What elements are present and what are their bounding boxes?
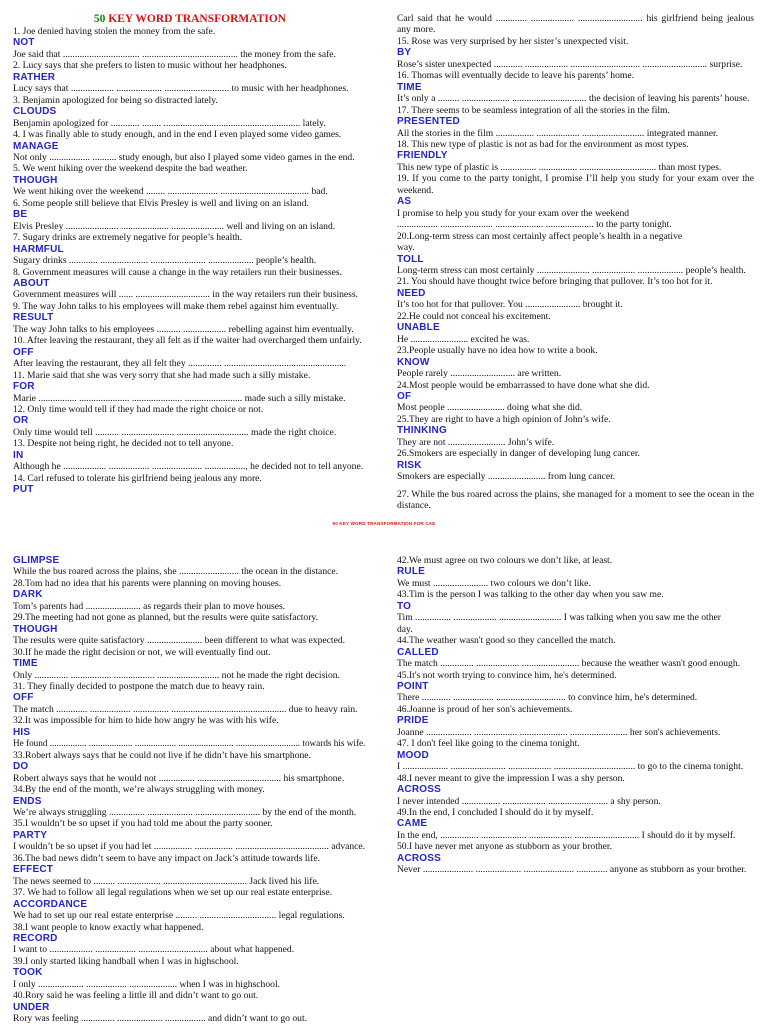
exercise-line: He ........................ excited he was. (397, 333, 530, 345)
exercise-line: 7. Sugary drinks are extremely negative for people’s health. (13, 232, 243, 244)
exercise-line: 40.Rory said he was feeling a little ill and didn’t want to go out. (13, 990, 259, 1002)
exercise-line: 35.I wouldn’t be so upset if you had told me about the party sooner. (13, 818, 273, 830)
keyword-label: RESULT (13, 312, 54, 324)
keyword-label: ENDS (13, 795, 42, 807)
exercise-line: 21. You should have thought twice before bringing that pullover. It’s too hot for it. (397, 276, 713, 288)
keyword-label: CALLED (397, 646, 439, 658)
exercise-line: I wouldn’t be so upset if you had let ................ ................ ....................................... advance. (13, 841, 366, 853)
exercise-line: 9. The way John talks to his employees will make them rebel against him eventually. (13, 300, 339, 312)
exercise-line: They are not ........................ John’s wife. (397, 436, 555, 448)
exercise-line: 28.Tom had no idea that his parents were planning on moving houses. (13, 577, 282, 589)
exercise-line: way. (397, 242, 415, 254)
exercise-line: 36.The bad news didn’t seem to have any impact on Jack’s attitude towards life. (13, 852, 321, 864)
exercise-line: Although he .................. ................. ..................... ................., he decided not to tell anyone. (13, 461, 364, 473)
exercise-line: 22.He could not conceal his excitement. (397, 310, 551, 322)
exercise-line: 31. They finally decided to postpone the match due to heavy rain. (13, 680, 265, 692)
exercise-line: 23.People usually have no idea how to write a book. (397, 345, 598, 357)
keyword-label: HIS (13, 726, 31, 738)
keyword-label: RATHER (13, 71, 56, 83)
exercise-line: We went hiking over the weekend ........ ..................... ..................................... bad. (13, 186, 328, 198)
exercise-line: Most people ........................ doing what she did. (397, 402, 583, 414)
keyword-label: OF (397, 390, 412, 402)
keyword-label: DARK (13, 589, 43, 601)
exercise-line: It’s only a ......... .................... ............................... the decision of leaving his parents’ house. (397, 93, 750, 105)
document-page-2 (0, 550, 768, 1024)
exercise-line: 27. While the bus roared across the plains, she managed for a moment to see the ocean in the distance. (397, 488, 754, 512)
exercise-line: There ............ ................. ............................. to convince him, he's determined. (397, 692, 698, 704)
exercise-line: 44.The weather wasn't good so they cancelled the match. (397, 635, 616, 647)
exercise-line: ................. ...................... .................... .................... to the party tonight. (397, 219, 672, 231)
page-1-right-column (397, 13, 754, 511)
page-footer: 50 KEY WORD TRANSFORMATION FOR CAE (332, 521, 436, 526)
keyword-label: RISK (397, 459, 422, 471)
exercise-line: Rory was feeling .............. ................... ................. and didn’t want to go out. (13, 1013, 308, 1024)
keyword-label: UNABLE (397, 322, 440, 334)
exercise-line: 37. We had to follow all legal regulations when we set up our real estate enterprise. (13, 887, 333, 899)
keyword-label: RECORD (13, 932, 58, 944)
keyword-label: OR (13, 415, 29, 427)
page-1-left-column (13, 13, 367, 496)
exercise-line: Joe said that ................................ ........................................ the money from the safe. (13, 48, 336, 60)
exercise-line: 3. Benjamin apologized for being so distracted lately. (13, 94, 218, 106)
keyword-label: PARTY (13, 829, 48, 841)
keyword-label: TOOK (13, 967, 43, 979)
page-2-right-column (397, 555, 754, 876)
exercise-line: Only .............. ................. ................. .......................... not he made the right decision. (13, 669, 340, 681)
keyword-label: THOUGH (13, 623, 58, 635)
exercise-line: While the bus roared across the plains, she ......................... the ocean in the distance. (13, 566, 339, 578)
keyword-label: MANAGE (13, 140, 59, 152)
keyword-label: ABOUT (13, 277, 50, 289)
exercise-line: The news seemed to ......... .................. ................................... Jack lived his life. (13, 875, 320, 887)
keyword-label: HARMFUL (13, 243, 64, 255)
exercise-line: 19. If you come to the party tonight, I promise I’ll help you study for your exam over the weekend. (397, 173, 754, 196)
exercise-line: Smokers are especially ........................ from lung cancer. (397, 471, 616, 483)
keyword-label: TOLL (397, 253, 424, 265)
keyword-label: KNOW (397, 356, 430, 368)
keyword-label: AS (397, 196, 412, 208)
keyword-label: TIME (397, 81, 422, 93)
exercise-line: 43.Tim is the person I was talking to the other day when you saw me. (397, 589, 664, 601)
exercise-line: 1. Joe denied having stolen the money from the safe. (13, 26, 216, 37)
exercise-line: 47. I don't feel like going to the cinema tonight. (397, 738, 580, 750)
title-text: KEY WORD TRANSFORMATION (108, 13, 287, 25)
keyword-label: PRIDE (397, 715, 429, 727)
exercise-line: 49.In the end, I concluded I should do it by myself. (397, 806, 594, 818)
exercise-line: People rarely ........................... are written. (397, 368, 562, 380)
exercise-line: 46.Joanne is proud of her son's achievements. (397, 703, 573, 715)
exercise-line: 24.Most people would be embarrassed to have done what she did. (397, 379, 650, 391)
exercise-line: 16. Thomas will eventually decide to leave his parents’ home. (397, 70, 635, 82)
exercise-line: 45.It's not worth trying to convince him, he's determined. (397, 669, 617, 681)
exercise-line: 18. This new type of plastic is not as bad for the environment as most types. (397, 138, 689, 150)
keyword-label: ACROSS (397, 784, 441, 796)
keyword-label: CLOUDS (13, 106, 57, 118)
exercise-line: He found ................ ................... .................. ........................ ............................ towards his wife. (13, 738, 366, 749)
exercise-line: Only time would tell .......... ...................... .............................. made the right choice. (13, 426, 337, 438)
keyword-label: TO (397, 600, 412, 612)
exercise-line: 42.We must agree on two colours we don’t like, at least. (397, 555, 613, 566)
keyword-label: THINKING (397, 425, 447, 437)
exercise-line: Benjamin apologized for ............ ........ ......................................................... lately. (13, 117, 326, 129)
exercise-line: 17. There seems to be seamless integration of all the stories in the film. (397, 104, 670, 116)
exercise-line: 38.I want people to know exactly what happened. (13, 921, 204, 933)
exercise-line: 34.By the end of the month, we’re always struggling with money. (13, 784, 265, 796)
exercise-line: 4. I was finally able to study enough, and in the end I even played some video games. (13, 129, 342, 141)
exercise-line: 6. Some people still believe that Elvis Presley is well and living on an island. (13, 197, 309, 209)
exercise-line: 50.I have never met anyone as stubborn as your brother. (397, 841, 612, 853)
exercise-line: I only ................... ................. .................... when I was in highschool. (13, 978, 281, 990)
exercise-line: 5. We went hiking over the weekend despite the bad weather. (13, 163, 248, 175)
keyword-label: NOT (13, 37, 35, 49)
exercise-line: 32.It was impossible for him to hide how angry he was with his wife. (13, 715, 279, 727)
exercise-line: The way John talks to his employees .......... .................. rebelling against him eventually. (13, 323, 354, 335)
exercise-line: Sugary drinks ............ .................... ....................... ................... people’s health. (13, 255, 317, 267)
exercise-line: 8. Government measures will cause a change in the way retailers run their businesses. (13, 266, 343, 278)
exercise-line: 11. Marie said that she was very sorry that she had made such a silly mistake. (13, 369, 311, 381)
exercise-line: 29.The meeting had not gone as planned, but the results were quite satisfactory. (13, 612, 318, 624)
exercise-line: All the stories in the film ................ .................. .......................... integrated manner. (397, 127, 719, 139)
exercise-line: Not only ................. .......... study enough, but also I played some video games in the end. (13, 151, 355, 163)
exercise-line: Carl said that he would ............. .................. ........................... his girlfriend being jealous any more. (397, 13, 754, 36)
keyword-label: RULE (397, 566, 426, 578)
exercise-line: We had to set up our real estate enterprise ......... ................................ legal regulations. (13, 910, 345, 922)
keyword-label: NEED (397, 287, 426, 299)
exercise-line: 10. After leaving the restaurant, they all felt as if the waiter had overcharged them unfairly. (13, 335, 362, 347)
exercise-line: We must ....................... two colours we don’t like. (397, 577, 591, 589)
exercise-line: 33.Robert always says that he could not live if he didn’t have his smartphone. (13, 749, 311, 761)
keyword-label: THOUGH (13, 174, 58, 186)
keyword-label: DO (13, 761, 29, 773)
exercise-line: Government measures will ...... ............................... in the way retailers run their business. (13, 289, 359, 301)
keyword-label: ACCORDANCE (13, 898, 88, 910)
exercise-line: 13. Despite not being right, he decided not to tell anyone. (13, 438, 234, 450)
keyword-label: BE (13, 209, 28, 221)
keyword-label: PUT (13, 484, 34, 496)
exercise-line: Elvis Presley ...................... .................... ...................... well and living on an island. (13, 220, 336, 232)
exercise-line: 12. Only time would tell if they had made the right choice or not. (13, 403, 264, 415)
exercise-line: I want to .................. ................. ............................. about what happened. (13, 944, 295, 956)
keyword-label: CAME (397, 818, 428, 830)
keyword-label: EFFECT (13, 864, 54, 876)
exercise-line: We’re always struggling ............... ................... ........................... by the end of the month. (13, 806, 357, 818)
exercise-line: day. (397, 623, 413, 635)
exercise-line: The results were quite satisfactory ....................... been different to what was expected. (13, 635, 346, 647)
exercise-line: This new type of plastic is ............... ................ ................................ than most types. (397, 161, 722, 173)
exercise-line: 2. Lucy says that she prefers to listen to music without her headphones. (13, 60, 287, 72)
exercise-line: Lucy says that .................. ................... ........................... to music with her headphones. (13, 83, 349, 95)
exercise-line: After leaving the restaurant, they all felt they .............. ................................................... (13, 358, 347, 370)
exercise-line: 26.Smokers are especially in danger of developing lung cancer. (397, 448, 640, 460)
exercise-line: Tim ............... .................. .......................... I was talking when you saw me the other (397, 612, 721, 624)
title-number: 50 (93, 13, 106, 25)
exercise-line: Robert always says that he would not ............... ................................... his smartphone. (13, 772, 345, 784)
keyword-label: BY (397, 47, 412, 59)
exercise-line: The match ............. ................. ............... ................................................ due to heavy rain. (13, 703, 358, 715)
keyword-label: TIME (13, 658, 38, 670)
exercise-line: Long-term stress can most certainly ...................... .................. ................... people’s health. (397, 264, 746, 276)
keyword-label: MOOD (397, 749, 429, 761)
keyword-label: OFF (13, 692, 34, 704)
keyword-label: FRIENDLY (397, 150, 448, 162)
exercise-line: Rose’s sister unexpected ............ .................. ............................. ........................... surprise. (397, 58, 743, 70)
exercise-line: 20.Long-term stress can most certainly affect people’s health in a negative (397, 230, 683, 242)
keyword-label: GLIMPSE (13, 555, 60, 566)
exercise-line: Never ..................... ................... ..................... ............. anyone as stubborn as your brother. (397, 864, 747, 876)
exercise-line: 48.I never meant to give the impression I was a shy person. (397, 772, 625, 784)
keyword-label: FOR (13, 381, 35, 393)
exercise-line: Marie ................ ..................... ..................... ........................ made such a silly mistake. (13, 392, 346, 404)
keyword-label: IN (13, 449, 24, 461)
document-title (13, 13, 367, 26)
exercise-line: 39.I only started liking handball when I was in highschool. (13, 955, 239, 967)
exercise-line: Tom’s parents had ....................... as regards their plan to move houses. (13, 600, 286, 612)
keyword-label: POINT (397, 680, 429, 692)
keyword-label: ACROSS (397, 852, 441, 864)
keyword-label: OFF (13, 346, 34, 358)
exercise-line: It’s too hot for that pullover. You ....................... brought it. (397, 299, 623, 311)
exercise-line: In the end, ................ ................... .................. ........................... I should do it by myself. (397, 829, 736, 841)
exercise-line: I promise to help you study for your exam over the weekend (397, 207, 630, 219)
exercise-line: I never intended ................ .................. ......................... a shy person. (397, 795, 661, 807)
exercise-line: The match .............. .................. ........................ because the weather wasn't good enough. (397, 658, 741, 670)
exercise-line: 14. Carl refused to tolerate his girlfriend being jealous any more. (13, 472, 262, 484)
keyword-label: UNDER (13, 1001, 50, 1013)
page-2-left-column (13, 555, 367, 1024)
exercise-line: Joanne ................... .................. .................... ........................ her son's achievements. (397, 726, 721, 738)
exercise-line: 30.If he made the right decision or not, we will eventually find out. (13, 646, 271, 658)
keyword-label: PRESENTED (397, 116, 460, 128)
exercise-line: 15. Rose was very surprised by her sister’s unexpected visit. (397, 35, 629, 47)
exercise-line: I ................... ....................... .................. .................................. to go to the cinema tonight. (397, 761, 744, 773)
exercise-line: 25.They are right to have a high opinion of John’s wife. (397, 413, 611, 425)
